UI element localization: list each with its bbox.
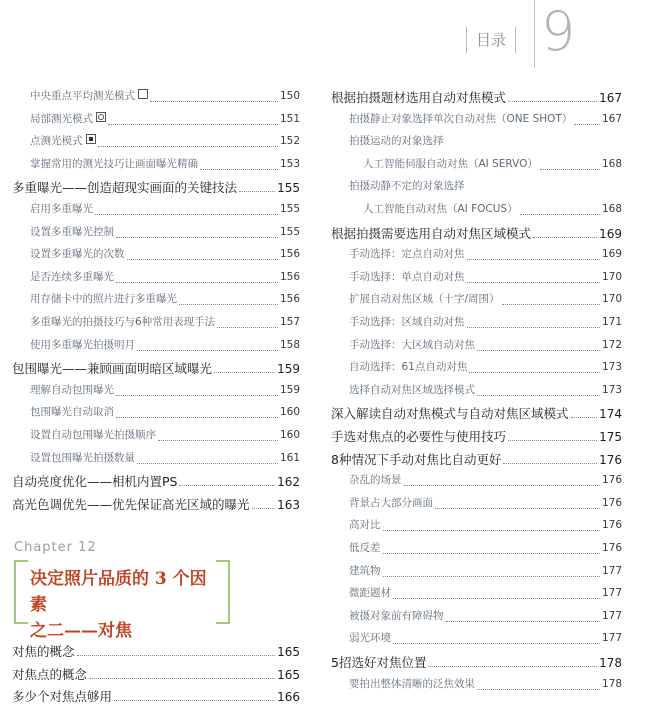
toc-entry xyxy=(12,472,300,492)
toc-entry-page: 167 xyxy=(599,91,622,105)
leader-dots xyxy=(574,123,600,125)
toc-entry xyxy=(331,133,622,153)
chapter-title xyxy=(30,566,220,644)
toc-entry xyxy=(12,178,300,198)
toc-entry-title: 低反差 xyxy=(349,542,381,554)
toc-entry xyxy=(12,314,300,334)
toc-entry xyxy=(331,540,622,560)
toc-entry-page: 168 xyxy=(601,157,622,170)
leader-dots xyxy=(477,349,600,351)
toc-entry-page: 155 xyxy=(279,225,300,238)
toc-entry xyxy=(331,201,622,221)
leader-dots xyxy=(393,597,600,599)
toc-entry xyxy=(331,676,622,696)
toc-entry-title: 被摄对象前有障碍物 xyxy=(349,609,444,622)
leader-dots xyxy=(540,168,600,170)
toc-entry-title: 杂乱的场景 xyxy=(349,474,402,487)
leader-dots xyxy=(95,213,278,215)
leader-dots xyxy=(137,462,278,464)
leader-dots xyxy=(217,326,278,328)
toc-entry-page: 175 xyxy=(599,430,622,444)
toc-entry-page: 155 xyxy=(277,181,300,196)
toc-entry-title: 设置多重曝光控制 xyxy=(30,225,114,238)
leader-dots xyxy=(116,394,278,396)
toc-entry xyxy=(331,314,622,334)
toc-entry-page: 151 xyxy=(279,112,300,125)
leader-dots xyxy=(393,642,600,644)
toc-entry-title: 自动亮度优化——相机内置PS xyxy=(12,474,178,490)
toc-entry xyxy=(331,563,622,583)
toc-entry-page: 174 xyxy=(599,407,622,422)
leader-dots xyxy=(503,462,597,464)
toc-entry xyxy=(12,246,300,266)
toc-entry-page: 165 xyxy=(277,667,300,682)
chapter-title-box xyxy=(14,560,230,641)
toc-entry-title: 8种情况下手动对焦比自动更好 xyxy=(331,451,502,467)
toc-entry-title: 是否连续多重曝光 xyxy=(30,270,114,283)
leader-dots xyxy=(150,100,278,102)
toc-entry xyxy=(331,608,622,628)
leader-dots xyxy=(116,236,278,238)
toc-entry-title: 选择自动对焦区域选择模式 xyxy=(349,383,475,396)
toc-entry xyxy=(331,359,622,379)
toc-entry-page: 156 xyxy=(279,270,300,283)
metering-center-weighted-icon xyxy=(138,89,148,99)
toc-entry xyxy=(331,653,622,673)
leader-dots xyxy=(383,552,600,554)
toc-entry xyxy=(12,450,300,470)
toc-entry-title: 建筑物 xyxy=(349,564,381,577)
toc-entry-page: 170 xyxy=(601,270,622,283)
leader-dots xyxy=(89,677,275,679)
toc-entry-page: 156 xyxy=(279,293,300,306)
toc-entry-title: 使用多重曝光拍摄明月 xyxy=(30,338,135,351)
toc-entry xyxy=(12,133,300,153)
toc-entry-page: 178 xyxy=(601,677,622,690)
toc-entry-title: 自动选择：61点自动对焦 xyxy=(349,361,468,374)
page-number: 9 xyxy=(541,0,576,63)
toc-entry-title: 人工智能伺服自动对焦（AI SERVO） xyxy=(363,157,538,170)
toc-entry-title: 微距题材 xyxy=(349,587,391,600)
toc-entry-title: 设置多重曝光的次数 xyxy=(30,248,125,261)
leader-dots xyxy=(477,394,600,396)
toc-entry xyxy=(12,687,300,707)
toc-entry-page: 160 xyxy=(279,429,300,441)
toc-entry-title: 拍摄静止对象选择单次自动对焦（ONE SHOT） xyxy=(349,112,573,125)
toc-entry xyxy=(12,291,300,311)
toc-entry-title: 对焦的概念 xyxy=(12,644,75,659)
leader-dots xyxy=(477,688,600,690)
toc-entry xyxy=(331,224,622,244)
chapter-label: Chapter 12 xyxy=(14,540,97,555)
leader-dots xyxy=(98,145,278,147)
toc-entry-page: 157 xyxy=(279,316,300,328)
leader-dots xyxy=(446,620,600,622)
toc-entry-page: 161 xyxy=(279,451,300,464)
toc-entry xyxy=(331,427,622,447)
toc-entry xyxy=(331,178,622,198)
toc-entry-page: 176 xyxy=(601,496,622,509)
leader-dots xyxy=(116,416,278,418)
toc-entry-page: 159 xyxy=(277,362,300,377)
toc-entry xyxy=(331,630,622,650)
toc-entry-page: 163 xyxy=(277,497,300,512)
toc-entry-title: 设置包围曝光拍摄数量 xyxy=(30,451,135,464)
toc-entry-title: 点测光模式 xyxy=(30,135,83,148)
toc-entry-title: 根据拍摄题材选用自动对焦模式 xyxy=(331,90,507,105)
toc-entry-page: 176 xyxy=(599,452,622,467)
leader-dots xyxy=(179,484,275,486)
toc-entry-title: 中央重点平均测光模式 xyxy=(30,90,135,102)
leader-dots xyxy=(383,575,600,577)
toc-entry-page: 170 xyxy=(601,293,622,306)
toc-entry-title: 要拍出整体清晰的泛焦效果 xyxy=(349,677,475,690)
toc-entry-page: 173 xyxy=(601,383,622,396)
toc-entry-title: 启用多重曝光 xyxy=(30,203,93,215)
leader-dots xyxy=(469,371,600,373)
toc-entry xyxy=(12,337,300,357)
leader-dots xyxy=(467,281,600,283)
leader-dots xyxy=(508,100,597,102)
toc-entry-title: 多少个对焦点够用 xyxy=(12,689,113,705)
toc-entry-page: 176 xyxy=(601,519,622,532)
leader-dots xyxy=(467,326,600,328)
toc-entry-page: 177 xyxy=(601,609,622,622)
toc-section-title: 目录 xyxy=(466,27,516,53)
toc-entry xyxy=(331,291,622,311)
toc-entry xyxy=(12,665,300,685)
toc-entry xyxy=(12,224,300,244)
toc-entry-page: 167 xyxy=(601,112,622,125)
toc-entry xyxy=(331,450,622,470)
toc-entry-page: 155 xyxy=(279,203,300,215)
header-divider xyxy=(534,0,535,68)
toc-entry-page: 168 xyxy=(601,203,622,215)
toc-entry-page: 153 xyxy=(279,157,300,170)
toc-entry xyxy=(331,88,622,108)
leader-dots xyxy=(502,303,600,305)
toc-entry-title: 多重曝光——创造超现实画面的关键技法 xyxy=(12,180,238,196)
toc-entry xyxy=(12,269,300,289)
toc-entry-page: 177 xyxy=(601,632,622,645)
toc-entry xyxy=(331,111,622,131)
toc-entry xyxy=(331,404,622,424)
toc-entry-title: 背景占大部分画面 xyxy=(349,496,433,509)
leader-dots xyxy=(435,507,600,509)
toc-entry xyxy=(12,404,300,424)
toc-entry-page: 169 xyxy=(601,248,622,261)
toc-entry-page: 176 xyxy=(601,542,622,554)
toc-entry-page: 178 xyxy=(599,656,622,670)
toc-entry-page: 171 xyxy=(601,316,622,328)
toc-entry xyxy=(331,517,622,537)
chapter-title-line-1: 决定照片品质的 3 个因素 xyxy=(30,569,207,615)
toc-entry-page: 165 xyxy=(277,645,300,659)
toc-entry-title: 手动选择：区域自动对焦 xyxy=(349,316,465,328)
toc-entry-title: 高光色调优先——优先保证高光区域的曝光 xyxy=(12,496,250,512)
toc-entry xyxy=(12,382,300,402)
toc-entry-title: 手动选择：定点自动对焦 xyxy=(349,248,465,261)
toc-entry-title: 拍摄运动的对象选择 xyxy=(349,135,444,148)
chapter-title-line-2: 之二——对焦 xyxy=(30,621,132,641)
toc-entry-page: 159 xyxy=(279,383,300,396)
toc-entry-title: 弱光环境 xyxy=(349,632,391,645)
toc-entry xyxy=(12,359,300,379)
toc-entry xyxy=(12,88,300,108)
leader-dots xyxy=(252,507,276,509)
metering-partial-icon xyxy=(96,112,106,122)
toc-entry-title: 包围曝光自动取消 xyxy=(30,406,114,419)
leader-dots xyxy=(239,190,275,192)
leader-dots xyxy=(108,123,278,125)
leader-dots xyxy=(116,281,278,283)
toc-entry-title: 包围曝光——兼顾画面明暗区域曝光 xyxy=(12,361,213,377)
toc-entry-title: 拍摄动静不定的对象选择 xyxy=(349,180,465,193)
toc-entry-title: 扩展自动对焦区域（十字/周围） xyxy=(349,293,500,306)
leader-dots xyxy=(158,439,278,441)
toc-entry-title: 高对比 xyxy=(349,519,381,532)
toc-entry xyxy=(331,246,622,266)
toc-entry-page: 176 xyxy=(601,474,622,487)
toc-entry-page: 150 xyxy=(279,90,300,102)
leader-dots xyxy=(200,168,278,170)
metering-spot-icon xyxy=(86,134,96,144)
leader-dots xyxy=(571,416,598,418)
leader-dots xyxy=(520,213,600,215)
toc-entry-title: 设置自动包围曝光拍摄顺序 xyxy=(30,429,156,441)
toc-entry-page: 169 xyxy=(599,226,622,241)
toc-entry-page: 152 xyxy=(279,135,300,148)
toc-entry xyxy=(12,156,300,176)
leader-dots xyxy=(428,665,597,667)
toc-entry-page: 173 xyxy=(601,361,622,374)
toc-entry-page: 162 xyxy=(277,475,300,490)
toc-entry-title: 多重曝光的拍摄技巧与6种常用表现手法 xyxy=(30,316,216,328)
leader-dots xyxy=(404,484,600,486)
toc-entry-title: 用存储卡中的照片进行多重曝光 xyxy=(30,293,177,306)
toc-entry-title: 5招选好对焦位置 xyxy=(331,655,427,670)
leader-dots xyxy=(77,654,276,656)
toc-entry xyxy=(12,427,300,447)
toc-entry xyxy=(331,585,622,605)
toc-entry xyxy=(331,156,622,176)
leader-dots xyxy=(533,236,597,238)
toc-entry-title: 对焦点的概念 xyxy=(12,666,88,682)
page-header xyxy=(0,0,650,70)
toc-entry-page: 156 xyxy=(279,248,300,261)
toc-entry-page: 166 xyxy=(277,690,300,705)
toc-entry xyxy=(12,495,300,515)
leader-dots xyxy=(383,529,600,531)
toc-entry-page: 158 xyxy=(279,338,300,351)
toc-entry xyxy=(331,495,622,515)
toc-entry-page: 172 xyxy=(601,338,622,351)
toc-entry-title: 根据拍摄需要选用自动对焦区域模式 xyxy=(331,225,532,241)
toc-entry-title: 手动选择：单点自动对焦 xyxy=(349,270,465,283)
leader-dots xyxy=(114,699,275,701)
toc-entry-title: 深入解读自动对焦模式与自动对焦区域模式 xyxy=(331,406,569,422)
toc-entry-title: 掌握常用的测光技巧让画面曝光精确 xyxy=(30,157,198,170)
toc-entry-page: 177 xyxy=(601,587,622,600)
toc-entry xyxy=(12,111,300,131)
toc-entry xyxy=(331,269,622,289)
toc-entry-title: 手动选择：大区域自动对焦 xyxy=(349,338,475,351)
toc-entry-title: 人工智能自动对焦（AI FOCUS） xyxy=(363,203,518,215)
toc-entry xyxy=(12,201,300,221)
toc-entry-title: 局部测光模式 xyxy=(30,112,93,125)
toc-entry xyxy=(331,382,622,402)
leader-dots xyxy=(179,303,278,305)
toc-entry xyxy=(331,337,622,357)
leader-dots xyxy=(467,258,600,260)
leader-dots xyxy=(508,439,597,441)
toc-entry-page: 160 xyxy=(279,406,300,419)
toc-entry-title: 手选对焦点的必要性与使用技巧 xyxy=(331,429,507,444)
toc-entry xyxy=(331,472,622,492)
toc-entry xyxy=(12,642,300,662)
leader-dots xyxy=(127,258,278,260)
toc-entry-page: 177 xyxy=(601,564,622,577)
leader-dots xyxy=(214,371,275,373)
toc-entry-title: 理解自动包围曝光 xyxy=(30,383,114,396)
leader-dots xyxy=(137,349,278,351)
